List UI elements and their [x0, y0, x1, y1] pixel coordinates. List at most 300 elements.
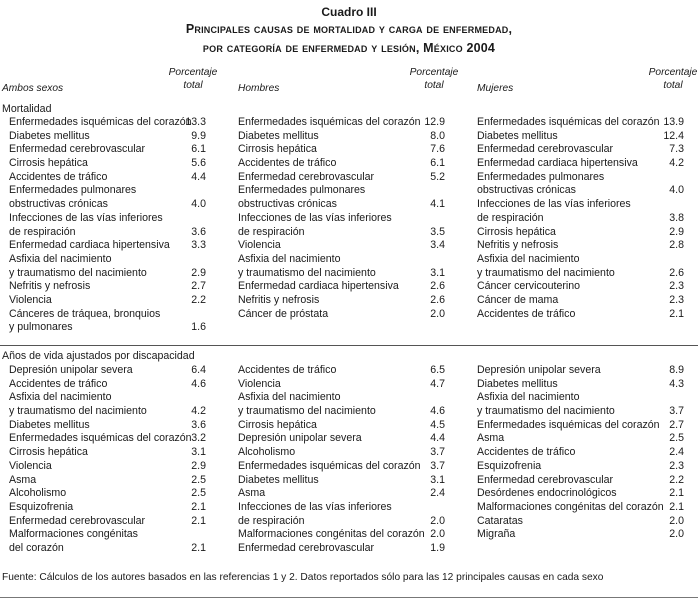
- cause-text: Asma: [9, 473, 37, 486]
- cause-text: Esquizofrenia: [9, 500, 74, 513]
- cause-text: Enfermedad cardiaca hipertensiva: [238, 280, 399, 293]
- cause-text: de respiración: [477, 211, 544, 224]
- cause-text: del corazón: [9, 541, 64, 554]
- table-row: [9, 474, 206, 488]
- cause-text: Diabetes mellitus: [477, 377, 558, 390]
- table-row: [9, 212, 206, 239]
- table-row: [477, 253, 684, 280]
- percent-value: 5.6: [191, 157, 206, 170]
- cause-text: Enfermedad cerebrovascular: [477, 143, 614, 156]
- cause-text: Migraña: [477, 528, 516, 541]
- cause-label: [238, 212, 445, 226]
- cause-text: y traumatismo del nacimiento: [9, 266, 147, 279]
- cause-text: Infecciones de las vías inferiores: [238, 211, 392, 224]
- table-row: [238, 157, 445, 171]
- cause-label: [477, 184, 684, 198]
- cause-label: [9, 280, 206, 294]
- table-row: [477, 198, 684, 225]
- cause-label: [9, 198, 206, 212]
- percent-value: 9.9: [191, 129, 206, 142]
- table-row: [9, 157, 206, 171]
- cause-text: Alcoholismo: [238, 446, 296, 459]
- cause-label: [9, 487, 206, 501]
- cause-label: [477, 130, 684, 144]
- cause-label: [238, 515, 445, 529]
- cause-label: [477, 487, 684, 501]
- mortality-women-column: [477, 116, 684, 321]
- percent-value: 2.8: [669, 239, 684, 252]
- percent-value: 4.0: [669, 184, 684, 197]
- percent-value: 2.1: [191, 514, 206, 527]
- percent-value: 2.1: [191, 500, 206, 513]
- percent-value: 12.4: [663, 129, 684, 142]
- cause-text: Violencia: [238, 239, 281, 252]
- header-total-label: total: [183, 80, 203, 91]
- cause-text: Enfermedades isquémicas del corazón: [238, 116, 421, 128]
- percent-value: 6.1: [191, 143, 206, 156]
- cause-text: y traumatismo del nacimiento: [9, 405, 147, 418]
- cause-label: [9, 308, 206, 322]
- cause-label: [477, 198, 684, 212]
- percent-value: 2.1: [669, 307, 684, 320]
- table-row: [238, 364, 445, 378]
- cause-label: [477, 446, 684, 460]
- cause-label: [9, 321, 206, 335]
- cause-text: Asfixia del nacimiento: [9, 391, 112, 404]
- table-row: [9, 143, 206, 157]
- cause-text: Asma: [238, 487, 266, 500]
- table-row: [238, 308, 445, 322]
- mortality-men-column: [238, 116, 445, 321]
- header-women: Mujeres: [477, 83, 514, 94]
- cause-label: [238, 116, 445, 130]
- percent-value: 2.2: [669, 473, 684, 486]
- cause-label: [238, 226, 445, 240]
- percent-value: 4.0: [191, 198, 206, 211]
- table-row: [477, 515, 684, 529]
- percent-value: 1.6: [191, 321, 206, 334]
- cause-text: Enfermedad cerebrovascular: [238, 541, 375, 554]
- cause-text: Infecciones de las vías inferiores: [9, 211, 163, 224]
- table-row: [477, 474, 684, 488]
- dalys-both-sexes-column: [9, 364, 206, 556]
- percent-value: 2.0: [669, 514, 684, 527]
- table-row: [238, 171, 445, 185]
- cause-label: [477, 143, 684, 157]
- cause-text: Asfixia del nacimiento: [477, 252, 580, 265]
- cause-text: Depresión unipolar severa: [477, 364, 601, 376]
- table-row: [238, 378, 445, 392]
- cause-label: [238, 487, 445, 501]
- cause-label: [477, 432, 684, 446]
- percent-value: 4.1: [430, 198, 445, 211]
- cause-text: Accidentes de tráfico: [477, 307, 576, 320]
- cause-text: Depresión unipolar severa: [238, 432, 362, 445]
- table-row: [9, 294, 206, 308]
- cause-text: Enfermedades isquémicas del corazón: [9, 116, 192, 128]
- header-percent-col2: [409, 66, 459, 92]
- percent-value: 3.3: [191, 239, 206, 252]
- cause-text: Enfermedad cerebrovascular: [9, 143, 146, 156]
- cause-label: [9, 212, 206, 226]
- cause-label: [477, 253, 684, 267]
- percent-value: 2.1: [669, 487, 684, 500]
- cause-label: [238, 308, 445, 322]
- cause-text: Desórdenes endocrinológicos: [477, 487, 617, 500]
- table-row: [238, 474, 445, 488]
- percent-value: 7.6: [430, 143, 445, 156]
- cause-text: de respiración: [238, 514, 305, 527]
- cause-label: [9, 378, 206, 392]
- cause-label: [9, 446, 206, 460]
- percent-value: 4.7: [430, 377, 445, 390]
- cause-text: y traumatismo del nacimiento: [477, 266, 615, 279]
- cause-label: [9, 171, 206, 185]
- percent-value: 8.0: [430, 129, 445, 142]
- percent-value: 2.0: [430, 514, 445, 527]
- percent-value: 2.2: [191, 293, 206, 306]
- cause-label: [238, 171, 445, 185]
- table-row: [477, 446, 684, 460]
- cause-label: [238, 280, 445, 294]
- cause-text: Malformaciones congénitas del corazón: [477, 500, 664, 513]
- cause-label: [9, 405, 206, 419]
- cause-label: [477, 515, 684, 529]
- percent-value: 3.1: [430, 266, 445, 279]
- cause-label: [9, 364, 206, 378]
- table-row: [238, 184, 445, 211]
- percent-value: 2.9: [191, 266, 206, 279]
- table-row: [238, 143, 445, 157]
- cause-text: Malformaciones congénitas: [9, 528, 138, 541]
- cause-label: [477, 405, 684, 419]
- percent-value: 6.5: [430, 364, 445, 376]
- cause-label: [477, 280, 684, 294]
- cause-label: [238, 405, 445, 419]
- cause-label: [477, 116, 684, 130]
- header-percent-label: Porcentaje: [648, 67, 698, 78]
- cause-text: Accidentes de tráfico: [238, 157, 337, 170]
- percent-value: 2.6: [669, 266, 684, 279]
- table-row: [477, 487, 684, 501]
- cause-text: Violencia: [9, 459, 52, 472]
- cause-label: [238, 419, 445, 433]
- cause-label: [238, 253, 445, 267]
- percent-value: 3.4: [430, 239, 445, 252]
- cause-text: Enfermedades pulmonares: [238, 184, 366, 197]
- table-row: [477, 391, 684, 418]
- cause-label: [238, 239, 445, 253]
- table-row: [238, 212, 445, 239]
- percent-value: 7.3: [669, 143, 684, 156]
- table-row: [477, 364, 684, 378]
- table-row: [238, 460, 445, 474]
- percent-value: 3.6: [191, 418, 206, 431]
- cause-label: [238, 378, 445, 392]
- cause-label: [9, 501, 206, 515]
- cause-label: [238, 364, 445, 378]
- cause-label: [9, 253, 206, 267]
- table-row: [238, 542, 445, 556]
- table-row: [238, 116, 445, 130]
- percent-value: 2.6: [430, 280, 445, 293]
- percent-value: 4.5: [430, 418, 445, 431]
- cause-label: [238, 294, 445, 308]
- cause-text: obstructivas crónicas: [238, 198, 337, 211]
- cause-label: [477, 391, 684, 405]
- table-row: [238, 446, 445, 460]
- cause-text: Accidentes de tráfico: [238, 364, 337, 376]
- table-row: [9, 460, 206, 474]
- cause-text: Accidentes de tráfico: [477, 446, 576, 459]
- cause-label: [9, 515, 206, 529]
- cause-label: [238, 474, 445, 488]
- cause-text: Cataratas: [477, 514, 523, 527]
- cause-text: Asfixia del nacimiento: [477, 391, 580, 404]
- cause-label: [238, 446, 445, 460]
- table-row: [477, 432, 684, 446]
- cause-label: [477, 239, 684, 253]
- cause-text: Enfermedad cerebrovascular: [477, 473, 614, 486]
- cause-label: [9, 419, 206, 433]
- cause-text: Cáncer cervicouterino: [477, 280, 581, 293]
- cause-text: Nefritis y nefrosis: [238, 293, 320, 306]
- table-row: [477, 157, 684, 171]
- cause-text: Nefritis y nefrosis: [477, 239, 559, 252]
- header-both-sexes: Ambos sexos: [2, 83, 64, 94]
- cause-label: [477, 501, 684, 515]
- bottom-rule: [0, 597, 698, 598]
- cause-label: [9, 130, 206, 144]
- table-row: [9, 501, 206, 515]
- percent-value: 3.5: [430, 225, 445, 238]
- cause-label: [477, 267, 684, 281]
- percent-value: 4.6: [191, 377, 206, 390]
- percent-value: 3.7: [669, 405, 684, 418]
- table-row: [9, 432, 206, 446]
- percent-value: 4.4: [430, 432, 445, 445]
- table-row: [9, 419, 206, 433]
- cause-text: Malformaciones congénitas del corazón: [238, 528, 425, 541]
- cause-label: [9, 239, 206, 253]
- cause-label: [238, 460, 445, 474]
- table-row: [477, 239, 684, 253]
- percent-value: 12.9: [424, 116, 445, 128]
- cause-label: [477, 528, 684, 542]
- cause-text: Enfermedades isquémicas del corazón: [238, 459, 421, 472]
- percent-value: 2.5: [191, 487, 206, 500]
- cause-label: [477, 294, 684, 308]
- cause-text: Enfermedades isquémicas del corazón: [477, 418, 660, 431]
- section-divider: [0, 345, 698, 346]
- cause-label: [477, 157, 684, 171]
- cause-text: Cirrosis hepática: [9, 157, 88, 170]
- table-row: [9, 528, 206, 555]
- table-row: [477, 116, 684, 130]
- percent-value: 3.6: [191, 225, 206, 238]
- table-row: [238, 280, 445, 294]
- percent-value: 2.3: [669, 280, 684, 293]
- cause-text: de respiración: [9, 225, 76, 238]
- cause-label: [9, 267, 206, 281]
- cause-label: [9, 391, 206, 405]
- percent-value: 2.4: [669, 446, 684, 459]
- cause-text: Asfixia del nacimiento: [238, 391, 341, 404]
- cause-text: Diabetes mellitus: [9, 129, 90, 142]
- cause-label: [238, 143, 445, 157]
- table-row: [9, 184, 206, 211]
- cause-label: [477, 212, 684, 226]
- cause-label: [477, 308, 684, 322]
- cause-label: [9, 474, 206, 488]
- table-row: [9, 515, 206, 529]
- cause-label: [238, 157, 445, 171]
- table-number: Cuadro III: [321, 5, 377, 19]
- cause-text: Cirrosis hepática: [9, 446, 88, 459]
- cause-label: [238, 391, 445, 405]
- cause-text: Enfermedad cerebrovascular: [9, 514, 146, 527]
- section-label-dalys: Años de vida ajustados por discapacidad: [2, 350, 195, 362]
- cause-text: Infecciones de las vías inferiores: [477, 198, 631, 211]
- cause-label: [477, 378, 684, 392]
- cause-text: Enfermedades isquémicas del corazón: [477, 116, 660, 128]
- table-row: [9, 308, 206, 335]
- cause-text: Diabetes mellitus: [9, 418, 90, 431]
- percent-value: 8.9: [669, 364, 684, 376]
- percent-value: 2.0: [430, 307, 445, 320]
- table-row: [477, 378, 684, 392]
- header-percent-label: Porcentaje: [168, 67, 218, 78]
- table-row: [9, 171, 206, 185]
- header-total-label: total: [663, 80, 683, 91]
- cause-text: y traumatismo del nacimiento: [477, 405, 615, 418]
- cause-text: y traumatismo del nacimiento: [238, 405, 376, 418]
- cause-label: [238, 184, 445, 198]
- table-row: [477, 171, 684, 198]
- cause-text: Enfermedades isquémicas del corazón: [9, 432, 192, 445]
- cause-text: Diabetes mellitus: [238, 473, 319, 486]
- cause-text: Enfermedad cerebrovascular: [238, 170, 375, 183]
- table-row: [238, 294, 445, 308]
- percent-value: 2.3: [669, 293, 684, 306]
- mortality-both-sexes-column: [9, 116, 206, 335]
- header-total-label: total: [424, 80, 444, 91]
- percent-value: 4.2: [191, 405, 206, 418]
- table-row: [477, 501, 684, 515]
- table-row: [9, 253, 206, 280]
- cause-label: [238, 432, 445, 446]
- percent-value: 4.4: [191, 170, 206, 183]
- cause-label: [238, 542, 445, 556]
- cause-label: [238, 267, 445, 281]
- table-row: [477, 528, 684, 542]
- table-title-line-1: Principales causas de mortalidad y carga de enfermedad,: [185, 22, 513, 36]
- cause-text: Accidentes de tráfico: [9, 170, 108, 183]
- percent-value: 2.3: [669, 459, 684, 472]
- percent-value: 2.0: [669, 528, 684, 541]
- table-row: [477, 280, 684, 294]
- cause-label: [477, 171, 684, 185]
- cause-label: [9, 143, 206, 157]
- table-row: [9, 116, 206, 130]
- cause-text: Asfixia del nacimiento: [9, 252, 112, 265]
- cause-text: Alcoholismo: [9, 487, 67, 500]
- table-row: [238, 130, 445, 144]
- cause-text: Cirrosis hepática: [238, 143, 317, 156]
- header-men: Hombres: [238, 83, 280, 94]
- table-row: [238, 239, 445, 253]
- cause-label: [9, 460, 206, 474]
- percent-value: 2.5: [191, 473, 206, 486]
- percent-value: 3.8: [669, 211, 684, 224]
- percent-value: 2.0: [430, 528, 445, 541]
- cause-text: Esquizofrenia: [477, 459, 542, 472]
- cause-label: [238, 528, 445, 542]
- table-row: [238, 487, 445, 501]
- cause-text: Accidentes de tráfico: [9, 377, 108, 390]
- cause-label: [238, 130, 445, 144]
- cause-label: [9, 184, 206, 198]
- percent-value: 1.9: [430, 541, 445, 554]
- cause-text: y traumatismo del nacimiento: [238, 266, 376, 279]
- percent-value: 3.1: [430, 473, 445, 486]
- cause-text: Depresión unipolar severa: [9, 364, 133, 376]
- percent-value: 2.7: [191, 280, 206, 293]
- cause-label: [238, 198, 445, 212]
- table-row: [9, 239, 206, 253]
- cause-label: [9, 542, 206, 556]
- cause-text: Cirrosis hepática: [238, 418, 317, 431]
- percent-value: 4.6: [430, 405, 445, 418]
- percent-value: 6.4: [191, 364, 206, 376]
- cause-label: [477, 364, 684, 378]
- table-row: [9, 446, 206, 460]
- cause-text: Infecciones de las vías inferiores: [238, 500, 392, 513]
- percent-value: 2.9: [191, 459, 206, 472]
- table-row: [9, 130, 206, 144]
- cause-text: Nefritis y nefrosis: [9, 280, 91, 293]
- cause-text: obstructivas crónicas: [477, 184, 576, 197]
- cause-text: Enfermedad cardiaca hipertensiva: [9, 239, 170, 252]
- section-label-mortality: Mortalidad: [2, 103, 52, 115]
- table-row: [9, 391, 206, 418]
- table-row: [477, 460, 684, 474]
- cause-label: [477, 474, 684, 488]
- percent-value: 3.2: [191, 432, 206, 445]
- cause-label: [477, 460, 684, 474]
- percent-value: 2.1: [191, 541, 206, 554]
- cause-text: Violencia: [9, 293, 52, 306]
- percent-value: 3.7: [430, 459, 445, 472]
- cause-label: [9, 226, 206, 240]
- table-row: [238, 432, 445, 446]
- cause-label: [9, 294, 206, 308]
- table-row: [477, 294, 684, 308]
- table-row: [477, 419, 684, 433]
- cause-text: y pulmonares: [9, 321, 73, 334]
- cause-text: Diabetes mellitus: [477, 129, 558, 142]
- percent-value: 13.9: [663, 116, 684, 128]
- percent-value: 2.4: [430, 487, 445, 500]
- percent-value: 3.1: [191, 446, 206, 459]
- footnote: Fuente: Cálculos de los autores basados en las referencias 1 y 2. Datos reportados sólo para las 12 principales causas en cada sexo: [2, 572, 604, 583]
- table-row: [238, 391, 445, 418]
- cause-text: Violencia: [238, 377, 281, 390]
- cause-text: Cirrosis hepática: [477, 225, 556, 238]
- table-row: [9, 280, 206, 294]
- header-percent-col1: [168, 66, 218, 92]
- cause-text: Enfermedades pulmonares: [477, 170, 605, 183]
